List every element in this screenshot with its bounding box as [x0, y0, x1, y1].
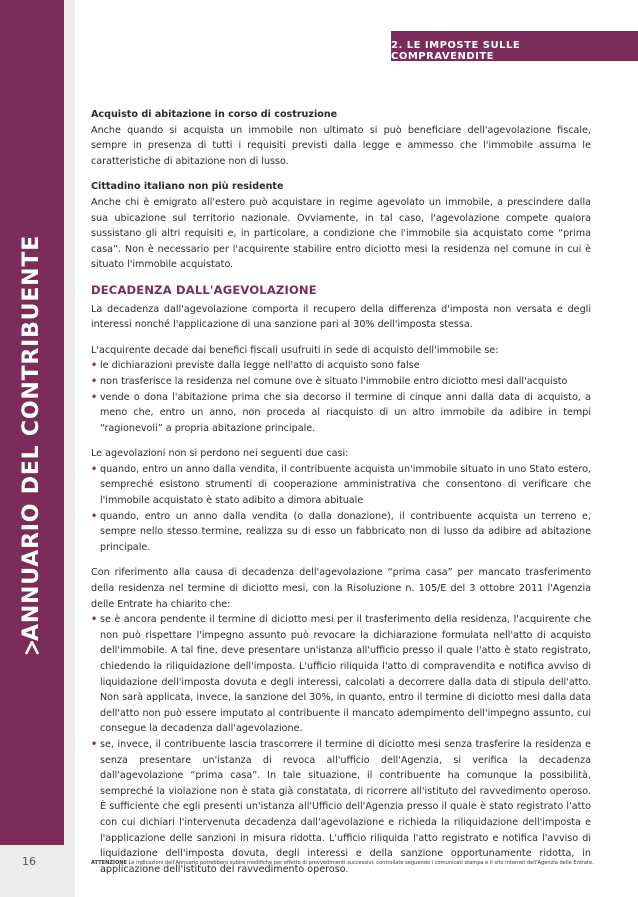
page-number: 16 [22, 855, 36, 868]
list-item: • vende o dona l'abitazione prima che sia decorso il termine di cinque anni dalla data di acquisto, a meno che, entro un anno, non proceda al riacquisto di un altro immobile da adibire in tempi “ragionevoli” a propria abitazione principale. [91, 391, 591, 434]
bullet-icon: • [91, 391, 98, 403]
bullet-icon: • [91, 375, 98, 387]
list-resolution [91, 612, 591, 877]
list-item: • non trasferisce la residenza nel comune ove è situato l'immobile entro diciotto mesi dall'acquisto [91, 374, 591, 390]
list-item: • se, invece, il contribuente lascia trascorrere il termine di diciotto mesi senza trasferire la residenza e senza presentare un'istanza di revoca all'ufficio dell'Agenzia, si verifica la decadenza dall'agevolazione “prima casa”. In tale situazione, il contribuente ha comunque la possibilità, sempreché la violazione non è stata già constatata, di ricorrere all'istituto del ravvedimento operoso. È sufficiente che egli presenti un'istanza all'Ufficio dell'Agenzia presso il quale è stato registrato l'atto con cui dichiari l'intervenuta decadenza dall'agevolazione e richieda la riliquidazione dell'imposta e l'applicazione delle sanzioni in misura ridotta. L'ufficio riliquida l'atto registrato e notifica l'avviso di liquidazione dell'imposta dovuta, degli interessi e della sanzione opportunamente ridotta, in applicazione dell'istituto del ravvedimento operoso. [91, 738, 591, 875]
footnote-text: Le indicazioni dell'Annuario potrebbero subire modifiche per effetto di provvedimenti successivi; controllate seguendo i comunicati stampa e il sito internet dell'Agenzia delle Entrate. [128, 860, 594, 866]
section-title-header: 2. LE IMPOSTE SULLE COMPRAVENDITE [391, 40, 521, 62]
section-title-decadenza: DECADENZA DALL'AGEVOLAZIONE [91, 282, 317, 297]
intro-resolution: Con riferimento alla causa di decadenza dell'agevolazione “prima casa” per mancato trasferimento della residenza nel termine di diciotto mesi, con la Risoluzione n. 105/E del 3 ottobre 2011 l'Agenzia delle Entrate ha chiarito che: [91, 567, 591, 610]
bullet-icon: • [91, 463, 98, 475]
paragraph-construction: Anche quando si acquista un immobile non ultimato si può beneficiare dell'agevolazione fiscale, sempre in presenza di tutti i requisiti previsti dalla legge e ammesso che l'immobile assuma le caratteristiche di abitazione non di lusso. [91, 124, 591, 167]
section-header-tab [391, 31, 638, 61]
subheading-construction: Acquisto di abitazione in corso di costruzione [91, 109, 338, 120]
main-content [91, 107, 591, 877]
bullet-icon: • [91, 738, 98, 750]
list-decadenza-causes [91, 358, 591, 436]
bullet-icon: • [91, 510, 98, 522]
bullet-icon: • [91, 360, 98, 372]
list-item: • quando, entro un anno dalla vendita (o dalla donazione), il contribuente acquista un terreno e, sempre nello stesso termine, realizza su di esso un fabbricato non di lusso da adibire ad abitazione principale. [91, 510, 591, 553]
sidebar [0, 0, 75, 897]
bullet-icon: • [91, 614, 98, 626]
intro-decadenza-causes: L'acquirente decade dai benefici fiscali usufruiti in sede di acquisto dell'immobile se: [91, 344, 499, 356]
footnote-label: ATTENZIONE [91, 860, 128, 866]
caret-up-icon [25, 641, 39, 655]
list-item: • se è ancora pendente il termine di diciotto mesi per il trasferimento della residenza, l'acquirente che non può rispettare l'impegno assunto può revocare la dichiarazione formulata nell'atto di acquisto dell'immobile. A tal fine, deve presentare un'istanza all'ufficio presso il quale l'atto è stato registrato, chiedendo la riliquidazione dell'imposta. L'ufficio riliquida l'atto di compravendita e notifica avviso di liquidazione dell'imposta dovuta e degli interessi, calcolati a decorrere dalla data di stipula dell'atto. Non sarà applicata, invece, la sanzione del 30%, in quanto, entro il termine di diciotto mesi dalla data dell'atto non può essere imputato al contribuente il mancato adempimento dell'impegno assunto, cui consegue la decadenza dall'agevolazione. [91, 614, 591, 735]
list-exceptions [91, 462, 591, 556]
footnote [91, 860, 601, 866]
intro-exceptions: Le agevolazioni non si perdono nei seguenti due casi: [91, 448, 349, 460]
paragraph-decadenza: La decadenza dall'agevolazione comporta il recupero della differenza d'imposta non versata e degli interessi nonché l'applicazione di una sanzione pari al 30% dell'imposta stessa. [91, 303, 591, 331]
list-item: • le dichiarazioni previste dalla legge nell'atto di acquisto sono false [91, 358, 591, 374]
sidebar-title: ANNUARIO DEL CONTRIBUENTE [19, 234, 44, 641]
subheading-nonresident: Cittadino italiano non più residente [91, 181, 284, 193]
list-item: • quando, entro un anno dalla vendita, il contribuente acquista un'immobile situato in uno Stato estero, sempreché esistono strumenti di cooperazione amministrativa che consentono di verificare che l'immobile acquistato è stato adibito a dimora abituale [91, 463, 591, 507]
paragraph-nonresident: Anche chi è emigrato all'estero può acquistare in regime agevolato un immobile, a prescindere dalla sua ubicazione sul territorio nazionale. Ovviamente, in tal caso, l'agevolazione compete qualora sussistano gli altri requisiti e, in particolare, a condizione che l'immobile sia acquistato come “prima casa”. Non è necessario per l'acquirente stabilire entro diciotto mesi la residenza nel comune in cui è situato l'immobile acquistato. [91, 196, 591, 271]
